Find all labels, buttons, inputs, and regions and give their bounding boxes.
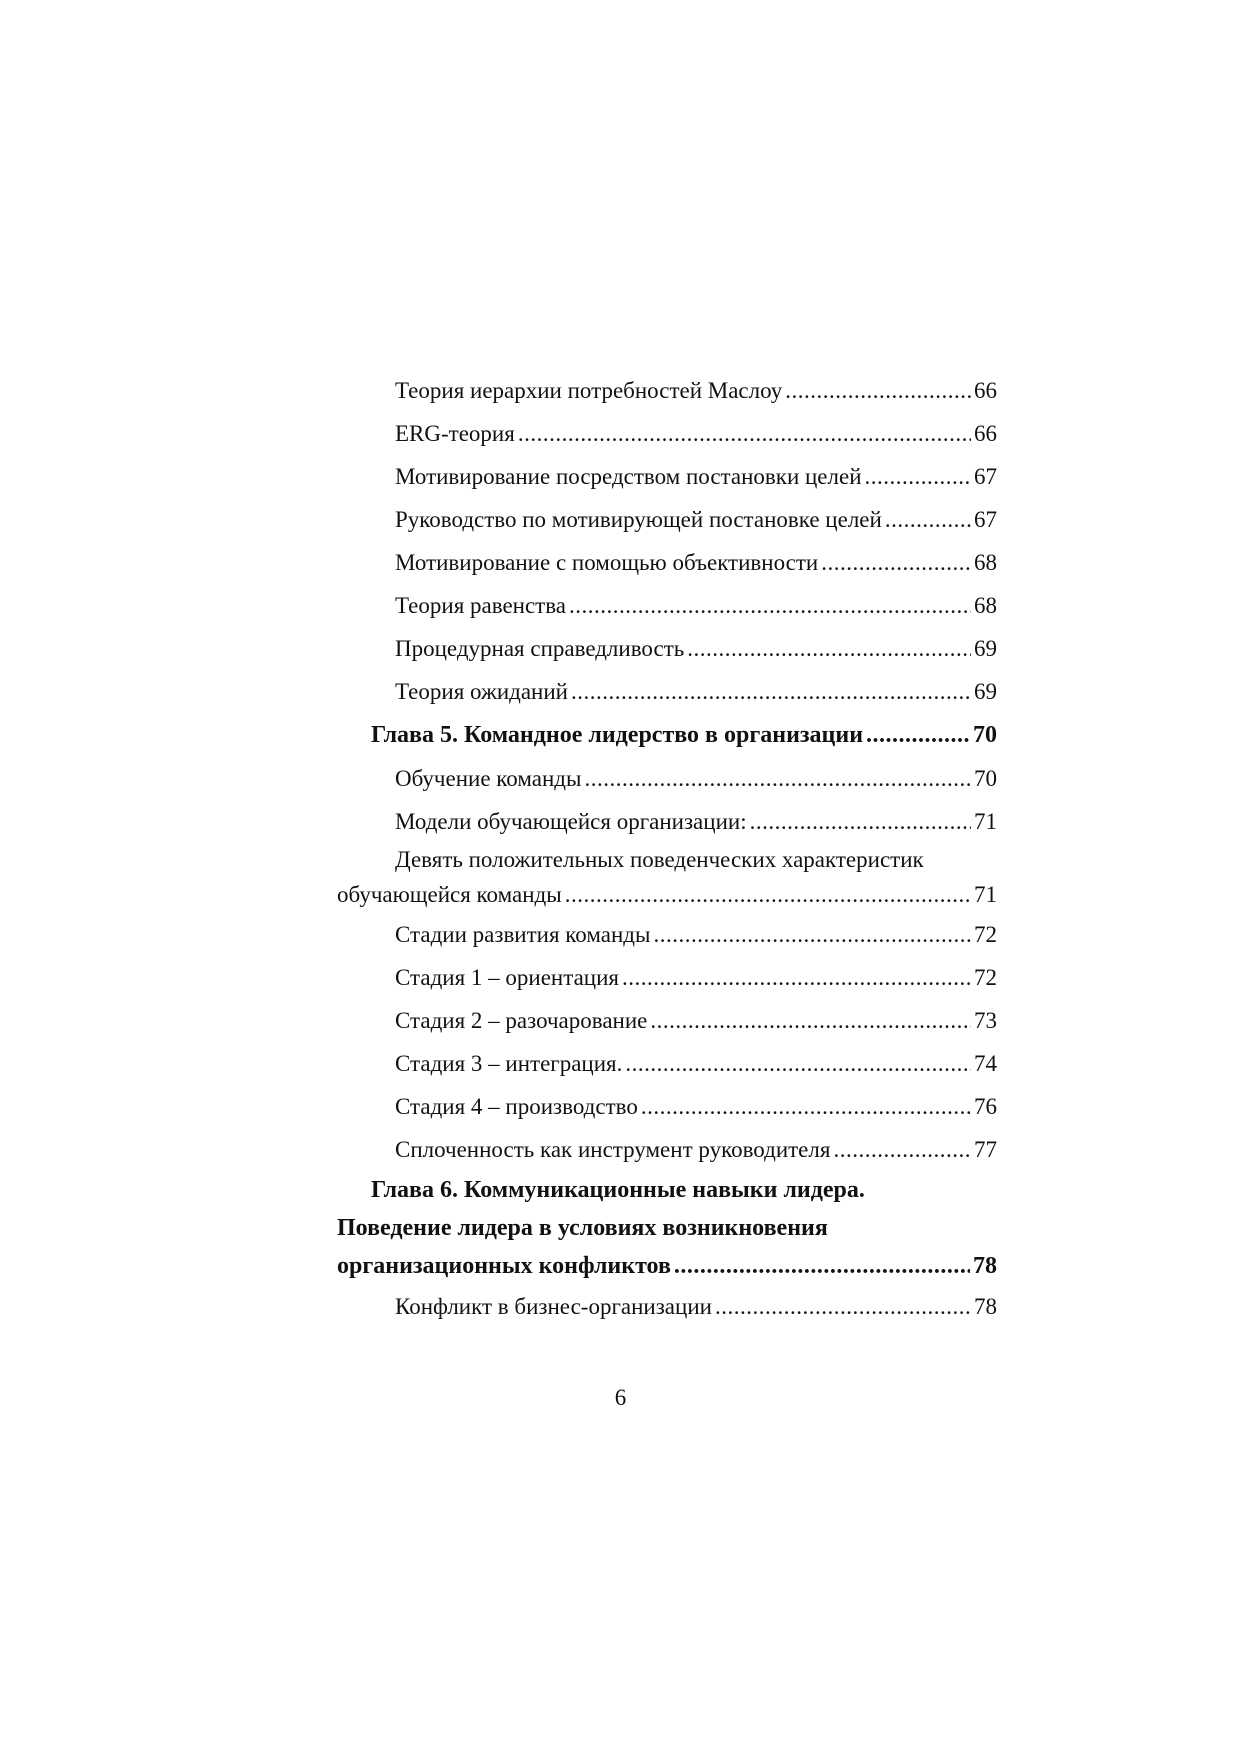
toc-entry-page: 76: [974, 1094, 997, 1119]
toc-entry[interactable]: [337, 956, 997, 999]
toc-entry-title: Руководство по мотивирующей постановке целей: [395, 507, 882, 532]
dot-leader: [625, 1042, 971, 1085]
toc-entry-title: Стадия 4 – производство: [395, 1094, 638, 1119]
toc-entry-page: 66: [974, 378, 997, 403]
dot-leader: [687, 627, 971, 670]
dot-leader: [650, 999, 971, 1042]
toc-entry[interactable]: [337, 1128, 997, 1171]
dot-leader: [833, 1128, 971, 1171]
toc-entry-page: 67: [974, 464, 997, 489]
chapter-page: 78: [973, 1253, 997, 1279]
toc-entry-page: 69: [974, 679, 997, 704]
toc-entry[interactable]: [337, 1085, 997, 1128]
toc-entry[interactable]: [337, 369, 997, 412]
dot-leader: [785, 369, 971, 412]
toc-entry-title: Сплоченность как инструмент руководителя: [395, 1137, 831, 1162]
toc-entry-title: Теория равенства: [395, 593, 566, 618]
toc-entry[interactable]: [337, 584, 997, 627]
toc-entry-title: Модели обучающейся организации:: [395, 809, 747, 834]
toc-entry-page: 69: [974, 636, 997, 661]
toc-entry-title: Процедурная справедливость: [395, 636, 685, 661]
toc-entry-title: Стадия 2 – разочарование: [395, 1008, 648, 1033]
chapter-title-line3: организационных конфликтов: [337, 1253, 671, 1279]
toc-entry-page: 71: [974, 882, 997, 907]
page-number: 6: [614, 1385, 627, 1410]
toc-entry[interactable]: [337, 412, 997, 455]
toc-entry-title: ERG-теория: [395, 421, 515, 446]
toc-entry-title: Стадии развития команды: [395, 922, 651, 947]
dot-leader: [885, 498, 971, 541]
dot-leader: [584, 757, 971, 800]
toc-entry-page: 71: [974, 809, 997, 834]
toc-entry-title-line2: обучающейся команды: [337, 882, 562, 907]
dot-leader: [571, 670, 971, 713]
toc-entry-title: Теория ожиданий: [395, 679, 568, 704]
toc-entry-page: 67: [974, 507, 997, 532]
toc-entry-title: Стадия 1 – ориентация: [395, 965, 619, 990]
table-of-contents: [337, 369, 997, 1328]
dot-leader: [569, 584, 971, 627]
toc-entry-title-line1: Девять положительных поведенческих характеристик: [395, 847, 924, 872]
dot-leader: [821, 541, 971, 584]
toc-entry-wrapped[interactable]: [337, 843, 997, 913]
toc-entry-page: 68: [974, 550, 997, 575]
chapter-page: 70: [973, 722, 997, 748]
toc-entry-title: Обучение команды: [395, 766, 582, 791]
dot-leader: [653, 913, 971, 956]
toc-entry[interactable]: [337, 800, 997, 843]
toc-entry[interactable]: [337, 541, 997, 584]
toc-entry[interactable]: [337, 1285, 997, 1328]
dot-leader: [750, 800, 971, 843]
dot-leader: [715, 1285, 971, 1328]
toc-entry-page: 72: [974, 965, 997, 990]
chapter-title: Глава 5. Командное лидерство в организации: [371, 722, 864, 748]
toc-entry-title: Конфликт в бизнес-организации: [395, 1294, 712, 1319]
dot-leader: [641, 1085, 971, 1128]
toc-entry[interactable]: [337, 670, 997, 713]
chapter-title-line3-row: [337, 1247, 997, 1285]
toc-entry-page: 68: [974, 593, 997, 618]
toc-entry[interactable]: [337, 1042, 997, 1085]
toc-entry[interactable]: [337, 999, 997, 1042]
toc-entry-title: Мотивирование посредством постановки целей: [395, 464, 862, 489]
toc-entry-page: 70: [974, 766, 997, 791]
toc-entry-page: 77: [974, 1137, 997, 1162]
toc-entry-page: 78: [974, 1294, 997, 1319]
dot-leader: [865, 455, 971, 498]
toc-entry-title: Мотивирование с помощью объективности: [395, 550, 819, 575]
dot-leader: [866, 713, 970, 757]
toc-entry[interactable]: [337, 455, 997, 498]
toc-chapter-5[interactable]: [337, 713, 997, 757]
toc-entry-title: Теория иерархии потребностей Маслоу: [395, 378, 783, 403]
toc-chapter-6[interactable]: [337, 1171, 997, 1285]
toc-entry-line2: [337, 877, 997, 913]
toc-entry-title: Стадия 3 – интеграция.: [395, 1051, 623, 1076]
toc-entry-page: 74: [974, 1051, 997, 1076]
dot-leader: [518, 412, 971, 455]
toc-entry-page: 73: [974, 1008, 997, 1033]
toc-entry-page: 72: [974, 922, 997, 947]
toc-entry[interactable]: [337, 498, 997, 541]
dot-leader: [565, 877, 971, 913]
toc-entry[interactable]: [337, 913, 997, 956]
toc-entry[interactable]: [337, 627, 997, 670]
chapter-title-line2: Поведение лидера в условиях возникновения: [337, 1215, 828, 1241]
chapter-title-line1: Глава 6. Коммуникационные навыки лидера.: [371, 1177, 865, 1203]
toc-entry[interactable]: [337, 757, 997, 800]
dot-leader: [674, 1247, 970, 1285]
dot-leader: [622, 956, 971, 999]
toc-entry-page: 66: [974, 421, 997, 446]
